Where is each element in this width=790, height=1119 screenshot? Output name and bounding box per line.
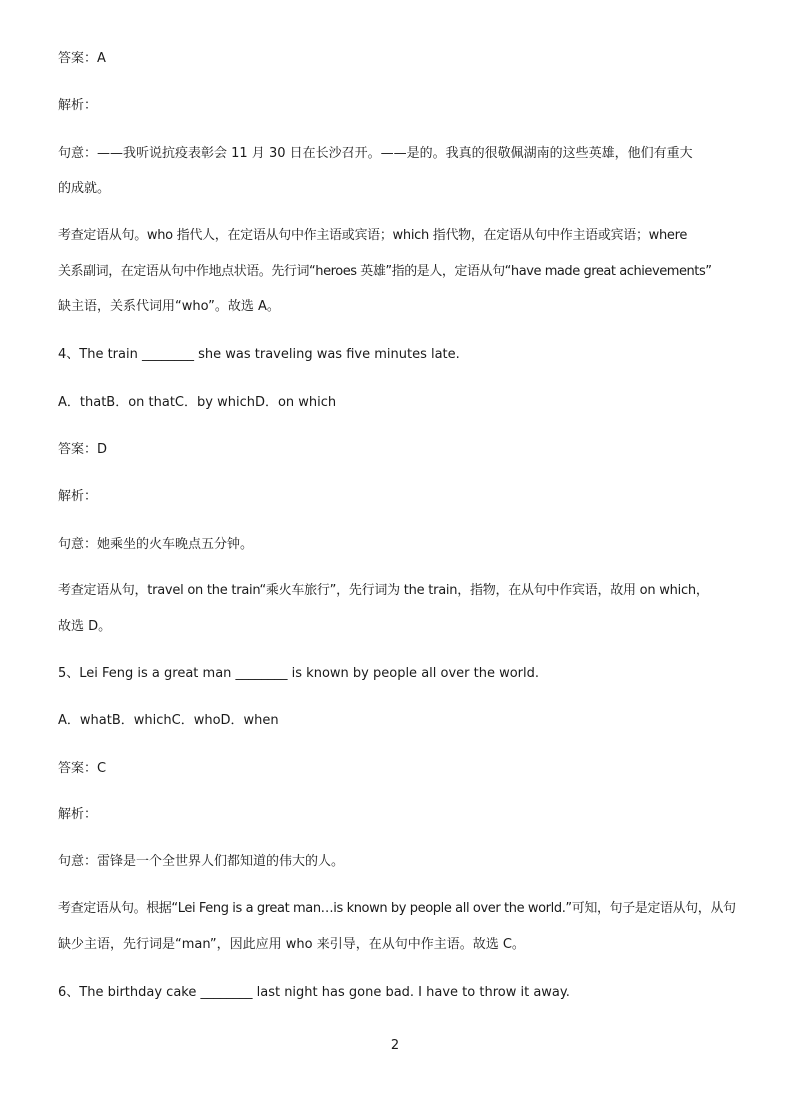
meaning-line: 句意：——我听说抗疫表彰会 11 月 30 日在长沙召开。——是的。我真的很敬佩湖南的这些英雄，他们有重大 — [58, 146, 693, 161]
question-5-options: A．whatB．whichC．whoD．when — [58, 713, 279, 728]
meaning-line: 句意：雷锋是一个全世界人们都知道的伟大的人。 — [58, 854, 345, 869]
analysis-label: 解析： — [58, 489, 98, 504]
answer-line: 答案：D — [58, 442, 108, 457]
explanation-line-cont: 缺主语，关系代词用“who”。故选 A。 — [58, 299, 280, 314]
page-number: 2 — [390, 1038, 400, 1053]
question-6: 6、The birthday cake ________ last night has gone bad. I have to throw it away. — [58, 985, 570, 1000]
explanation-line-cont: 缺少主语，先行词是“man”，因此应用 who 来引导，在从句中作主语。故选 C。 — [58, 937, 525, 952]
explanation-line-cont: 故选 D。 — [58, 619, 112, 634]
explanation-line: 考查定语从句，travel on the train“乘火车旅行”，先行词为 the train，指物，在从句中作宾语，故用 on which， — [58, 583, 709, 598]
meaning-line: 句意：她乘坐的火车晚点五分钟。 — [58, 537, 254, 552]
question-5: 5、Lei Feng is a great man ________ is known by people all over the world. — [58, 666, 540, 681]
explanation-line-cont: 关系副词，在定语从句中作地点状语。先行词“heroes 英雄”指的是人，定语从句“have made great achievements” — [58, 264, 712, 279]
meaning-line-cont: 的成就。 — [58, 181, 111, 196]
question-4-options: A．thatB．on thatC．by whichD．on which — [58, 395, 337, 410]
explanation-line: 考查定语从句。who 指代人，在定语从句中作主语或宾语；which 指代物，在定语从句中作主语或宾语；where — [58, 228, 688, 243]
answer-line: 答案：A — [58, 51, 106, 66]
question-4: 4、The train ________ she was traveling was five minutes late. — [58, 347, 460, 362]
analysis-label: 解析： — [58, 807, 98, 822]
analysis-label: 解析： — [58, 98, 98, 113]
answer-line: 答案：C — [58, 761, 107, 776]
explanation-line: 考查定语从句。根据“Lei Feng is a great man…is known by people all over the world.”可知，句子是定语从句，从句 — [58, 901, 736, 916]
